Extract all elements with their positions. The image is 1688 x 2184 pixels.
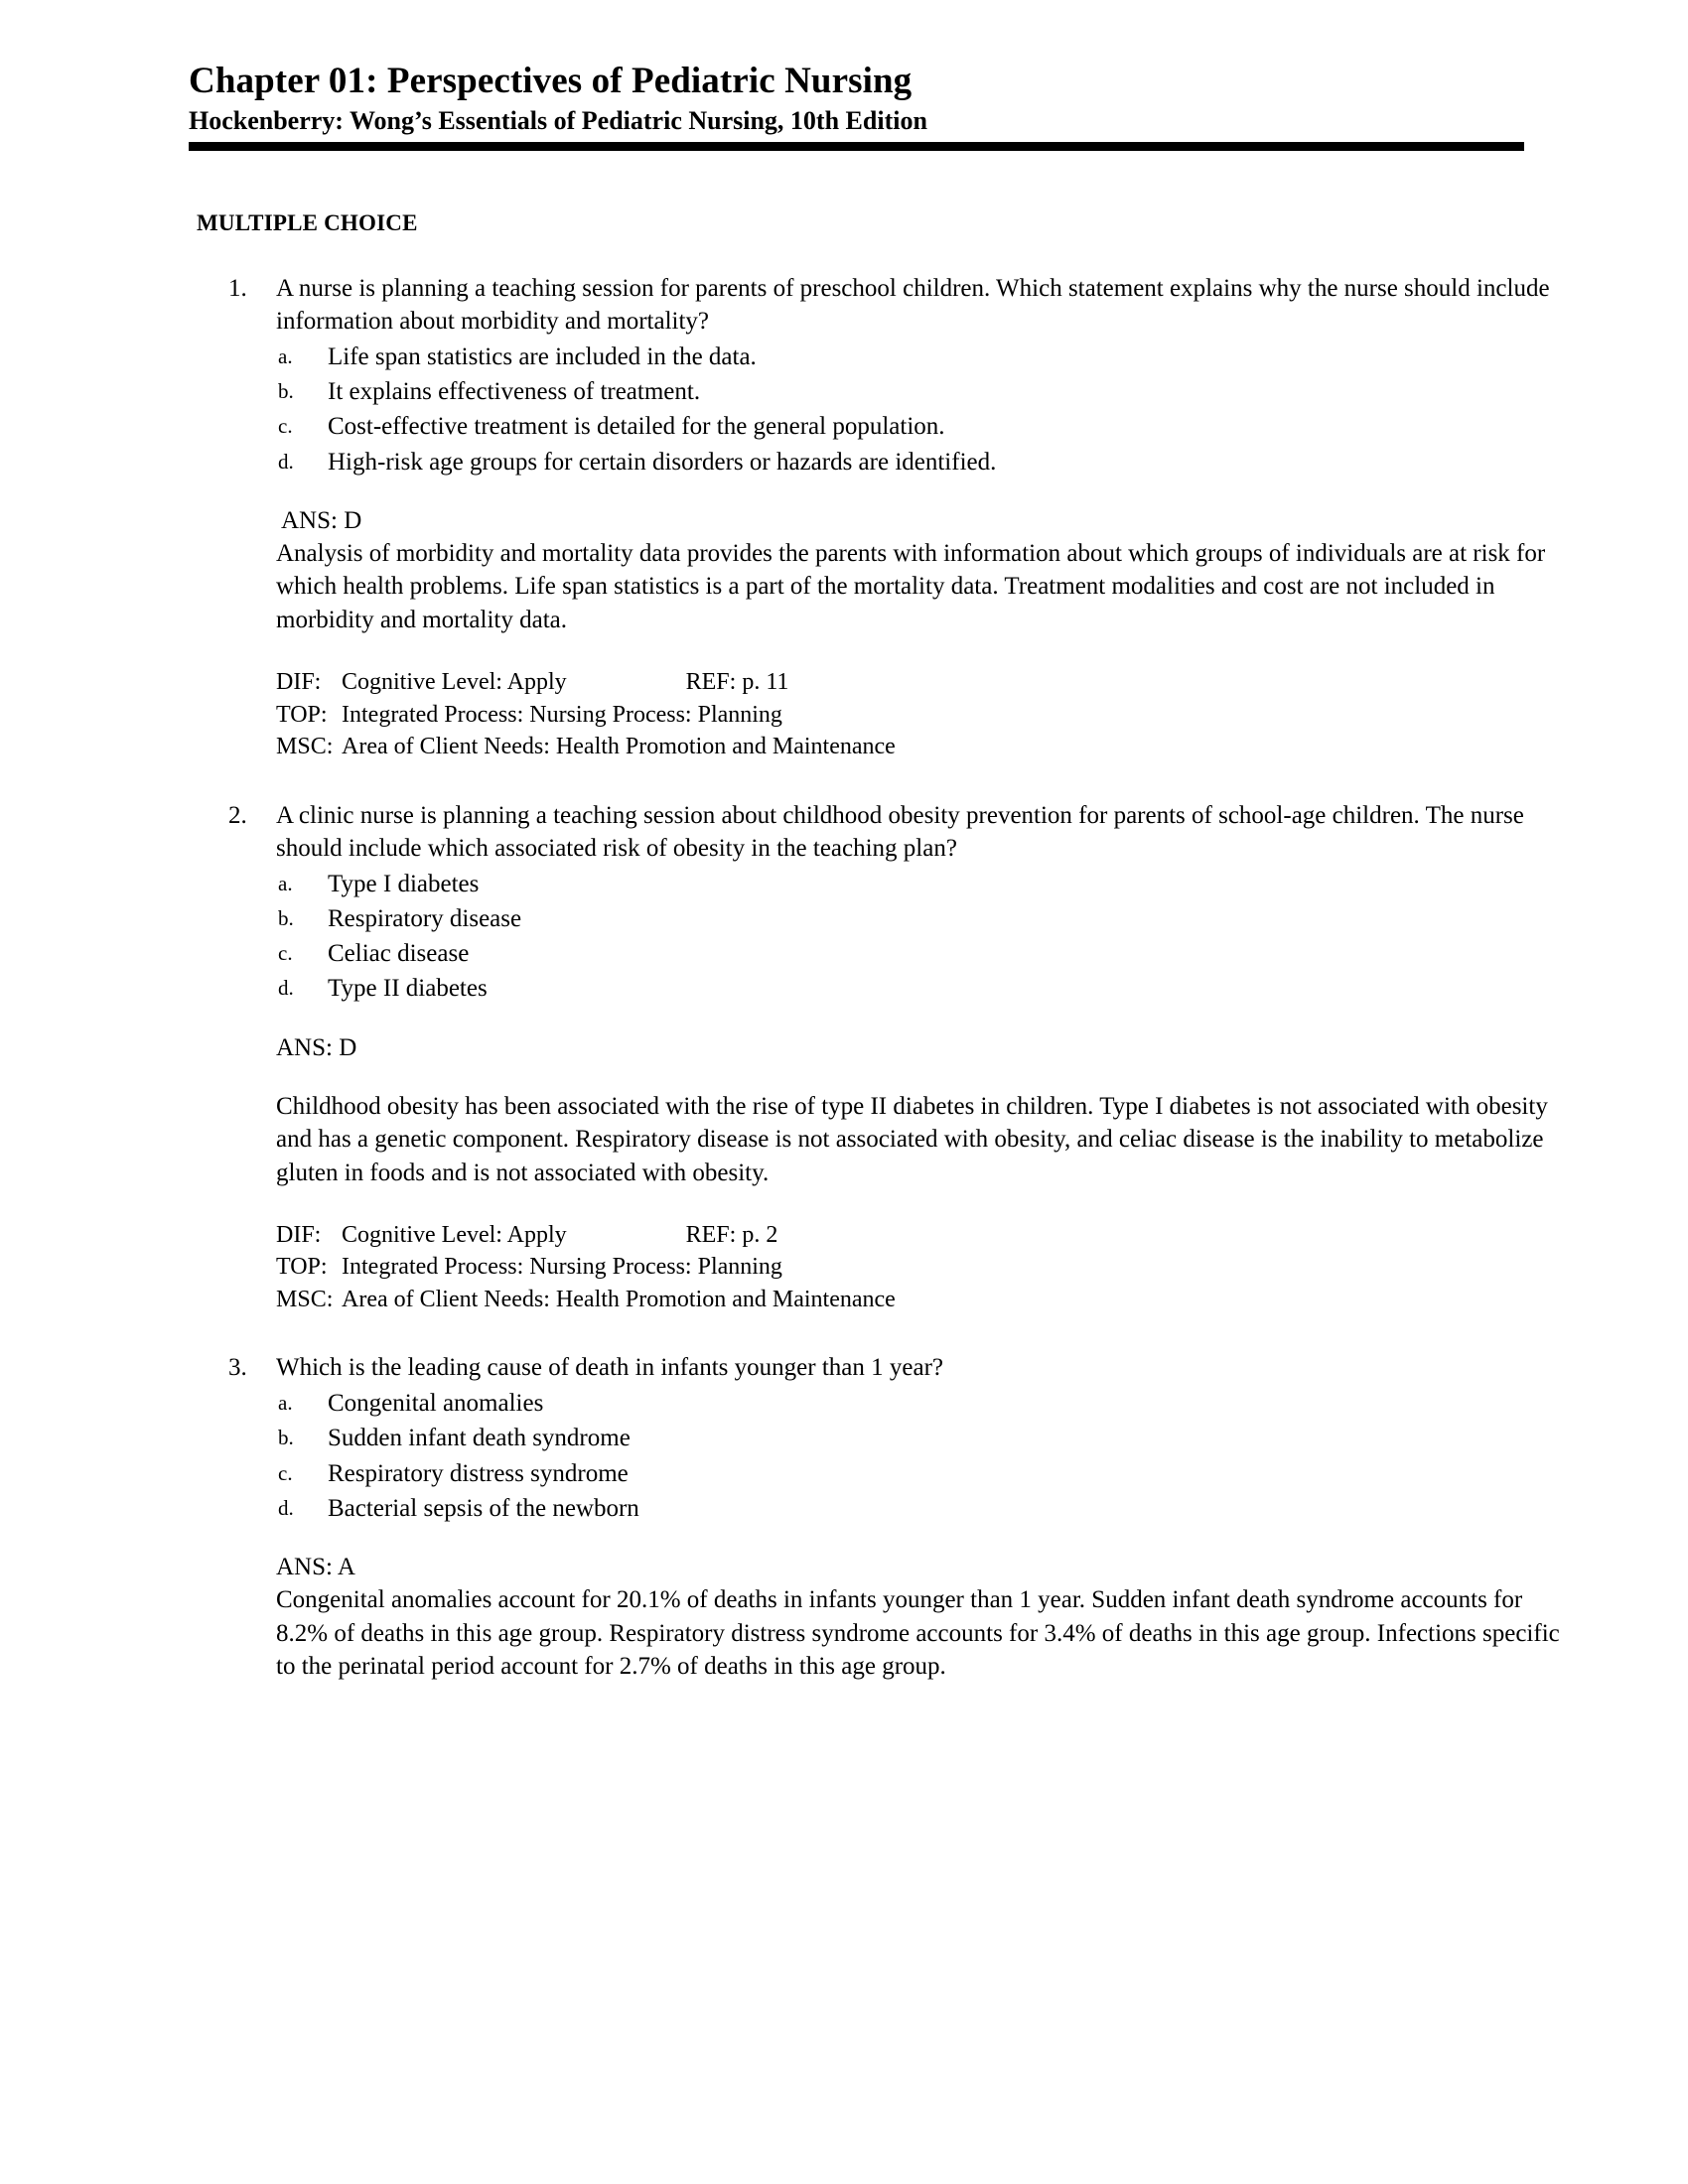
question-stem: A nurse is planning a teaching session for parents of preschool children. Which statement explains why the nurse should include information about morbidity and mortality?: [276, 274, 1550, 335]
question-metadata: [276, 1219, 1569, 1315]
chapter-title: Chapter 01: Perspectives of Pediatric Nursing: [189, 61, 913, 101]
choice-option[interactable]: [276, 1387, 1569, 1420]
metadata-msc-key: MSC:: [276, 734, 334, 760]
choice-option[interactable]: [276, 972, 1569, 1005]
metadata-dif-value: Cognitive Level: Apply: [342, 669, 567, 696]
book-edition-line: Hockenberry: Wong’s Essentials of Pediatric Nursing, 10th Edition: [189, 105, 927, 135]
choice-text: Cost-effective treatment is detailed for the general population.: [328, 413, 945, 441]
choice-text: High-risk age groups for certain disorders or hazards are identified.: [328, 448, 997, 476]
choice-text: Celiac disease: [328, 940, 470, 968]
question-number: 2.: [228, 801, 247, 829]
choice-option[interactable]: [276, 341, 1569, 373]
question-item: [189, 272, 1569, 763]
choice-letter: a.: [278, 871, 293, 895]
choice-letter: b.: [278, 1426, 294, 1450]
metadata-top-row: [276, 699, 1569, 731]
metadata-ref: REF: p. 11: [685, 669, 789, 696]
question-number: 1.: [228, 274, 247, 302]
metadata-msc-row: [276, 731, 1569, 762]
metadata-top-key: TOP:: [276, 1254, 328, 1281]
choice-text: It explains effectiveness of treatment.: [328, 378, 701, 406]
header-divider: [189, 142, 1524, 151]
choice-letter: d.: [278, 976, 294, 1001]
choice-option[interactable]: [276, 902, 1569, 935]
question-item: [189, 799, 1569, 1316]
answer-rationale: Childhood obesity has been associated with the rise of type II diabetes in children. Type I diabetes is not associated with obesity and has a genetic component. Respiratory disease is not associated with obesity, and celiac disease is the inability to metabolize gluten in foods and is not associated with obesity.: [276, 1092, 1548, 1186]
metadata-dif-value: Cognitive Level: Apply: [342, 1222, 567, 1249]
choice-text: Sudden infant death syndrome: [328, 1425, 631, 1452]
metadata-top-row: [276, 1251, 1569, 1283]
choice-list: [276, 868, 1569, 1006]
choice-option[interactable]: [276, 868, 1569, 900]
choice-option[interactable]: [276, 375, 1569, 408]
metadata-top-key: TOP:: [276, 701, 328, 728]
question-number: 3.: [228, 1354, 247, 1382]
question-stem: Which is the leading cause of death in infants younger than 1 year?: [276, 1354, 943, 1382]
metadata-dif-key: DIF:: [276, 1222, 322, 1249]
choice-option[interactable]: [276, 937, 1569, 970]
choice-letter: d.: [278, 1495, 294, 1520]
choice-letter: b.: [278, 379, 294, 404]
choice-list: [276, 341, 1569, 478]
answer-rationale: Analysis of morbidity and mortality data provides the parents with information about which groups of individuals are at risk for which health problems. Life span statistics is a part of the mortality data. Treatment modalities and cost are not included in morbidity and mortality data.: [276, 539, 1546, 633]
question-metadata: [276, 666, 1569, 762]
metadata-dif-key: DIF:: [276, 669, 322, 696]
choice-text: Type II diabetes: [328, 975, 488, 1003]
choice-text: Respiratory disease: [328, 904, 522, 932]
choice-letter: c.: [278, 941, 293, 966]
section-label: MULTIPLE CHOICE: [197, 209, 418, 235]
metadata-msc-value: Area of Client Needs: Health Promotion and Maintenance: [342, 1286, 896, 1312]
metadata-msc-key: MSC:: [276, 1286, 334, 1312]
choice-text: Bacterial sepsis of the newborn: [328, 1494, 639, 1522]
question-stem: A clinic nurse is planning a teaching session about childhood obesity prevention for parents of school-age children. The nurse should include which associated risk of obesity in the teaching plan?: [276, 801, 1524, 862]
answer-key: ANS: D: [281, 506, 362, 534]
metadata-msc-row: [276, 1284, 1569, 1315]
choice-letter: d.: [278, 449, 294, 474]
choice-letter: a.: [278, 343, 293, 368]
metadata-top-value: Integrated Process: Nursing Process: Planning: [342, 1254, 782, 1281]
choice-letter: a.: [278, 1391, 293, 1416]
document-header: [189, 60, 1569, 151]
metadata-top-value: Integrated Process: Nursing Process: Planning: [342, 701, 782, 728]
choice-option[interactable]: [276, 410, 1569, 443]
choice-text: Congenital anomalies: [328, 1390, 544, 1418]
choice-letter: c.: [278, 414, 293, 439]
choice-text: Type I diabetes: [328, 870, 480, 897]
answer-key: ANS: D: [276, 1033, 357, 1061]
choice-list: [276, 1387, 1569, 1525]
metadata-dif-row: [276, 666, 1569, 698]
choice-option[interactable]: [276, 1492, 1569, 1525]
question-item: [189, 1351, 1569, 1684]
metadata-dif-row: [276, 1219, 1569, 1251]
metadata-msc-value: Area of Client Needs: Health Promotion and Maintenance: [342, 734, 896, 760]
choice-option[interactable]: [276, 1422, 1569, 1454]
choice-text: Life span statistics are included in the data.: [328, 342, 757, 370]
metadata-ref: REF: p. 2: [685, 1222, 778, 1249]
choice-option[interactable]: [276, 446, 1569, 478]
choice-text: Respiratory distress syndrome: [328, 1459, 629, 1487]
choice-letter: c.: [278, 1460, 293, 1485]
choice-option[interactable]: [276, 1457, 1569, 1490]
answer-rationale: Congenital anomalies account for 20.1% of deaths in infants younger than 1 year. Sudden infant death syndrome accounts for 8.2% of deaths in this age group. Respiratory distress syndrome accounts for 3.4% of deaths in this age group. Infections specific to the perinatal period account for 2.7% of deaths in this age group.: [276, 1586, 1560, 1681]
choice-letter: b.: [278, 905, 294, 930]
answer-key: ANS: A: [276, 1554, 355, 1581]
